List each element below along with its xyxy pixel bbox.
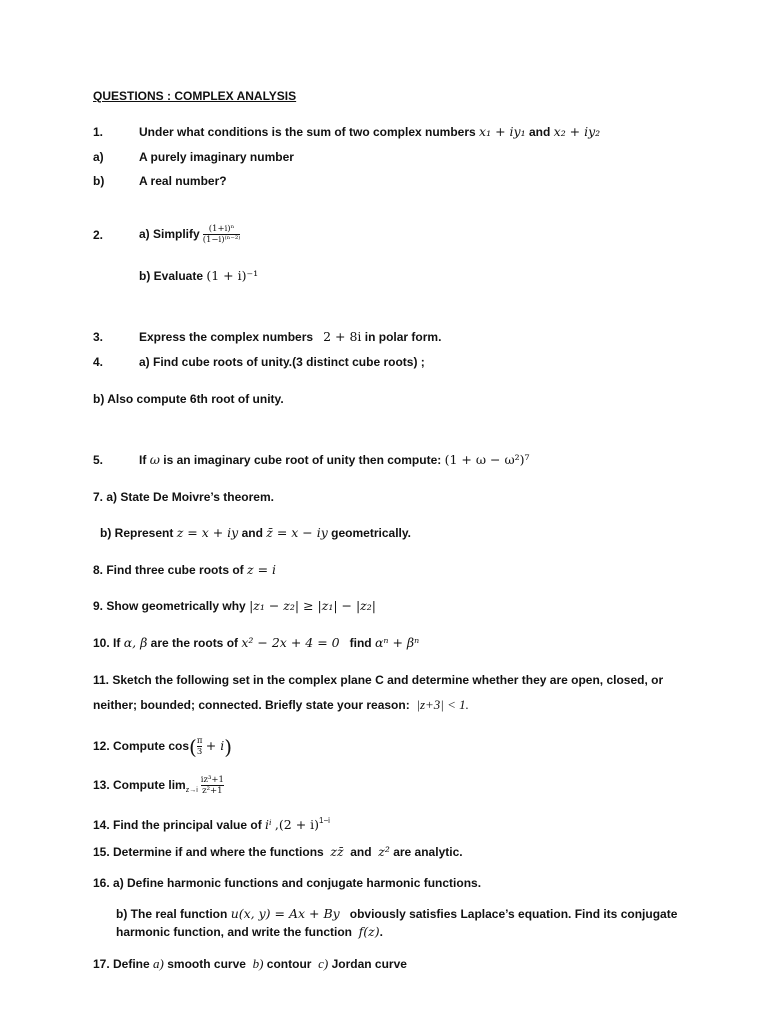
question-17-text: 17. Define [93,957,150,971]
question-1-z1: x₁ + iy₁ [479,124,526,139]
question-12-tail: + i [205,738,225,753]
question-12-fraction [197,736,203,757]
question-1b-text: A real number? [139,174,227,188]
question-2b-text: b) Evaluate [139,269,204,283]
question-1-and: and [528,125,551,139]
question-5-if: If [139,453,147,467]
left-paren: ( [189,735,197,759]
question-12-denominator: 3 [196,747,203,758]
question-16b-line2-text: harmonic function, and write the function [116,925,352,939]
question-11-set: |z+3| < 1. [416,697,469,712]
question-15 [93,844,463,860]
question-15-f2: z² [378,844,390,859]
question-5-omega: ω [149,452,160,467]
question-1b-label: b) [93,174,105,188]
question-10-stem: are the roots of [150,636,239,650]
question-1-text [139,124,600,140]
question-13-fraction [201,775,224,796]
question-5-number: 5. [93,453,104,467]
question-11-line2 [93,697,469,713]
question-15-text: 15. Determine if and where the functions [93,845,324,859]
question-2a-text: a) Simplify [139,227,200,241]
question-1-stem: Under what conditions is the sum of two complex numbers [139,125,476,139]
question-13-denominator: z²+1 [202,786,223,797]
right-paren: ) [224,735,233,759]
question-14 [93,813,330,833]
question-3-text [139,329,441,345]
question-2-number: 2. [93,228,104,242]
question-5-text [139,452,530,468]
question-16b-f: f(z) [358,924,380,939]
question-15-and: and [350,845,372,859]
question-11-text: neither; bounded; connected. Briefly state your reason: [93,698,410,712]
question-10-equation: x² − 2x + 4 = 0 [241,635,340,650]
question-13-numerator: iz³+1 [200,775,224,786]
question-8-expr: z = i [247,562,277,577]
question-12 [93,734,232,759]
question-14-sep: , [274,817,279,832]
question-14-expr2: (2 + i) [278,817,320,832]
question-7b-and: and [241,526,263,540]
question-2a-denominator: (1−i)⁽ⁿ⁻²⁾ [202,235,241,246]
question-2a [139,222,240,246]
question-3-number: 3. [93,330,104,344]
question-15-tail: are analytic. [393,845,463,859]
question-2a-fraction [203,224,241,245]
question-2b-expr: (1 + i)⁻¹ [206,268,259,283]
question-16b-u: u(x, y) = Ax + By [230,906,340,921]
question-17-a-label: a) [153,956,164,971]
question-3-tail: in polar form. [364,330,442,344]
question-13-text: 13. Compute [93,778,166,792]
question-5-stem: is an imaginary cube root of unity then compute: [163,453,442,467]
question-10-if: 10. If [93,636,121,650]
question-17-b-text: contour [266,957,312,971]
question-12-numerator: π [196,736,203,747]
question-14-expr2-exponent: 1−i [319,816,330,825]
question-7b-text: b) Represent [100,526,174,540]
question-4b-text: b) Also compute 6th root of unity. [93,392,284,406]
question-10 [93,635,419,651]
question-3-expr: 2 + 8i [323,329,362,344]
question-17-b-label: b) [252,956,264,971]
question-13 [93,773,224,803]
question-17 [93,956,407,972]
question-14-expr1: iⁱ [265,817,272,832]
question-4a-text: a) Find cube roots of unity.(3 distinct cube roots) ; [139,355,425,369]
page-title: QUESTIONS : COMPLEX ANALYSIS [93,89,297,103]
question-2a-numerator: (1+i)ⁿ [208,224,235,235]
question-11-line1: 11. Sketch the following set in the complex plane C and determine whether they are open, closed, or [93,673,664,687]
question-16b-line1 [116,906,677,922]
question-17-c-label: c) [318,956,329,971]
question-16a-text: 16. a) Define harmonic functions and conjugate harmonic functions. [93,876,482,890]
question-16b-dot: . [379,925,383,939]
question-10-vars: α, β [123,635,148,650]
question-16b-line2 [116,924,383,940]
question-4-number: 4. [93,355,104,369]
question-9 [93,598,376,614]
question-8-text: 8. Find three cube roots of [93,563,244,577]
question-13-lim: lim [168,778,186,792]
question-7b [100,525,411,541]
question-10-find: find [349,636,372,650]
question-10-expr: αⁿ + βⁿ [374,635,420,650]
question-9-text: 9. Show geometrically why [93,599,246,613]
question-17-c-text: Jordan curve [331,957,407,971]
question-7b-tail: geometrically. [331,526,411,540]
question-16b-text: b) The real function [116,907,228,921]
question-1-number: 1. [93,125,104,139]
question-13-lim-sub: z→i [185,787,198,794]
question-7b-zbar: z̄ = x − iy [266,525,328,540]
question-3-stem: Express the complex numbers [139,330,314,344]
question-1a-text: A purely imaginary number [139,150,294,164]
question-15-f1: zz̄ [330,844,344,859]
question-1-z2: x₂ + iy₂ [553,124,601,139]
question-7b-z: z = x + iy [176,525,239,540]
question-1a-label: a) [93,150,104,164]
question-17-a-text: smooth curve [167,957,246,971]
question-14-text: 14. Find the principal value of [93,818,262,832]
question-9-expr: |z₁ − z₂| ≥ |z₁| − |z₂| [249,598,376,613]
question-2b [139,268,258,284]
question-12-text: 12. Compute cos [93,739,190,753]
question-8 [93,562,276,578]
question-5-expr: (1 + ω − ω²)⁷ [444,452,530,467]
question-16b-tail: obviously satisfies Laplace’s equation. Find its conjugate [349,907,678,921]
question-7a-text: 7. a) State De Moivre’s theorem. [93,490,274,504]
